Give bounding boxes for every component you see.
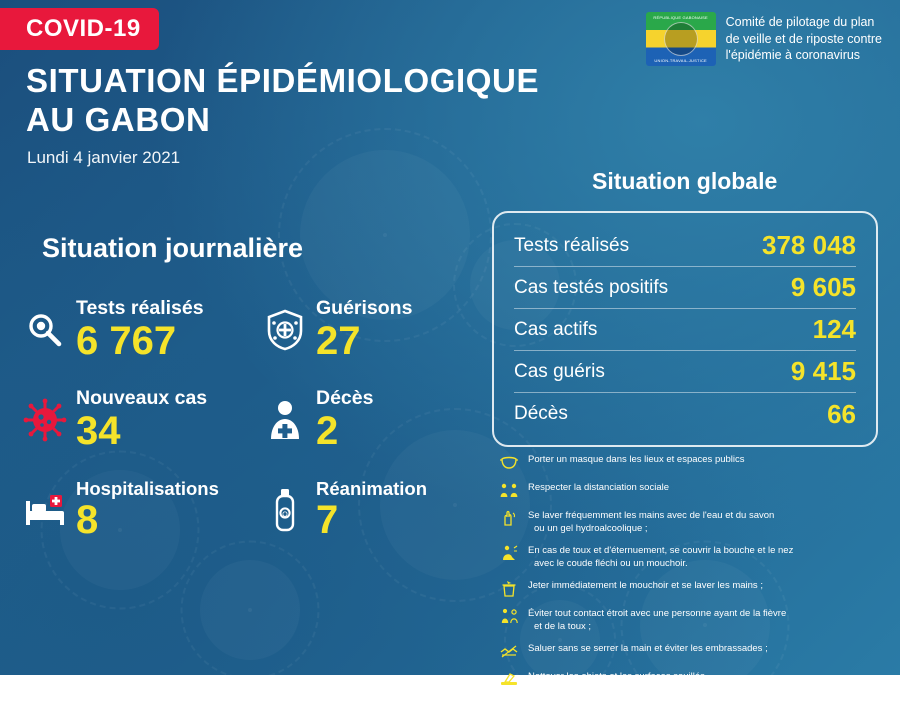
- global-row: [514, 309, 856, 351]
- stat-label: Tests réalisés: [76, 297, 204, 320]
- advice-item: [498, 578, 888, 598]
- advice-item: [498, 452, 888, 472]
- advice-line2: avec le coude fléchi ou un mouchoir.: [534, 557, 688, 569]
- global-row-value: 9 605: [790, 272, 856, 302]
- daily-situation-title: Situation journalière: [42, 233, 304, 263]
- report-date: Lundi 4 janvier 2021: [27, 148, 181, 167]
- global-row-label: Cas actifs: [514, 318, 598, 340]
- cough-elbow-icon: [498, 543, 520, 563]
- distancing-icon: [498, 480, 520, 500]
- advice-item: [498, 606, 888, 633]
- stat-label: Décès: [316, 387, 374, 410]
- advice-line2: et de la toux ;: [534, 620, 592, 632]
- stat-value: 6 767: [76, 318, 177, 363]
- advice-line1: Saluer sans se serrer la main et éviter les embrassades ;: [528, 643, 768, 655]
- magnifier-icon: [22, 304, 68, 356]
- stat-hospitalisations: [22, 465, 262, 555]
- handwash-icon: [498, 508, 520, 528]
- advice-line1: Jeter immédiatement le mouchoir et se laver les mains ;: [528, 580, 763, 592]
- mask-icon: [498, 452, 520, 472]
- no-handshake-icon: [498, 641, 520, 661]
- virus-icon: [22, 394, 68, 446]
- page-title-line1: SITUATION ÉPIDÉMIOLOGIQUE: [26, 62, 540, 99]
- advice-item: [498, 508, 888, 535]
- gabon-coat-of-arms-icon: [646, 12, 716, 66]
- advice-line2: ou un gel hydroalcoolique ;: [534, 522, 648, 534]
- global-row-label: Tests réalisés: [514, 234, 630, 256]
- committee-line-1: Comité de pilotage du plan: [725, 15, 875, 30]
- advice-item: [498, 641, 888, 661]
- global-row-label: Décès: [514, 403, 568, 424]
- advice-list: [498, 452, 888, 697]
- emblem-arc-bottom: UNION-TRAVAIL-JUSTICE: [654, 58, 707, 63]
- stat-nouveaux-cas: [22, 375, 262, 465]
- global-situation-title: Situation globale: [592, 168, 778, 194]
- global-row: [514, 267, 856, 309]
- clean-surface-icon: [498, 669, 520, 689]
- global-row-value: 9 415: [790, 356, 856, 386]
- daily-stats-grid: [22, 285, 472, 555]
- committee-line-3: l'épidémie à coronavirus: [725, 48, 861, 63]
- stat-value: 2: [316, 408, 339, 453]
- advice-item: [498, 480, 888, 500]
- global-row-value: 66: [827, 398, 856, 429]
- stat-tests-realises: [22, 285, 262, 375]
- hospital-bed-icon: [22, 484, 68, 536]
- advice-line1: Se laver fréquemment les mains avec de l'eau et du savon: [528, 510, 775, 521]
- fever-contact-icon: [498, 606, 520, 626]
- page-title: [26, 62, 539, 140]
- stat-reanimation: [262, 465, 472, 555]
- stat-label: Guérisons: [316, 297, 413, 320]
- global-situation-card: [492, 211, 878, 447]
- global-row-label: Cas testés positifs: [514, 276, 669, 298]
- committee-text: [726, 14, 882, 64]
- header-right: [646, 12, 882, 66]
- emblem-seal: [664, 22, 698, 56]
- advice-item: [498, 543, 888, 570]
- global-row: [514, 393, 856, 435]
- svg-text:O: O: [282, 511, 288, 519]
- covid-badge: COVID-19: [0, 8, 159, 50]
- stat-value: 34: [76, 408, 121, 453]
- emblem-arc-top: RÉPUBLIQUE GABONAISE: [653, 15, 708, 20]
- global-row-value: 378 048: [762, 230, 856, 260]
- advice-line1: Respecter la distanciation sociale: [528, 482, 669, 493]
- stat-guerisons: [262, 285, 472, 375]
- stat-deces: [262, 375, 472, 465]
- person-deceased-icon: [262, 394, 308, 446]
- global-row: [514, 225, 856, 267]
- shield-virus-icon: [262, 304, 308, 356]
- global-row-label: Cas guéris: [514, 360, 605, 382]
- page-title-line2: AU GABON: [26, 100, 211, 138]
- global-row-value: 124: [812, 314, 856, 344]
- tissue-bin-icon: [498, 578, 520, 598]
- advice-line1: Nettoyer les objets et les surfaces souillés.: [528, 671, 708, 683]
- advice-line1: En cas de toux et d'éternuement, se couvrir la bouche et le nez: [528, 545, 794, 557]
- stat-label: Hospitalisations: [76, 477, 219, 499]
- stat-value: 8: [76, 498, 99, 543]
- background-virus-blob: [200, 560, 300, 660]
- oxygen-tank-icon: [262, 484, 308, 536]
- advice-line1: Éviter tout contact étroit avec une personne ayant de la fièvre: [528, 608, 787, 620]
- committee-line-2: de veille et de riposte contre: [725, 31, 882, 46]
- advice-item: [498, 669, 888, 689]
- advice-line1: Porter un masque dans les lieux et espaces publics: [528, 454, 745, 465]
- global-row: [514, 351, 856, 393]
- stat-value: 7: [316, 498, 339, 543]
- stat-value: 27: [316, 318, 361, 363]
- stat-label: Nouveaux cas: [76, 387, 208, 410]
- stat-label: Réanimation: [316, 477, 428, 499]
